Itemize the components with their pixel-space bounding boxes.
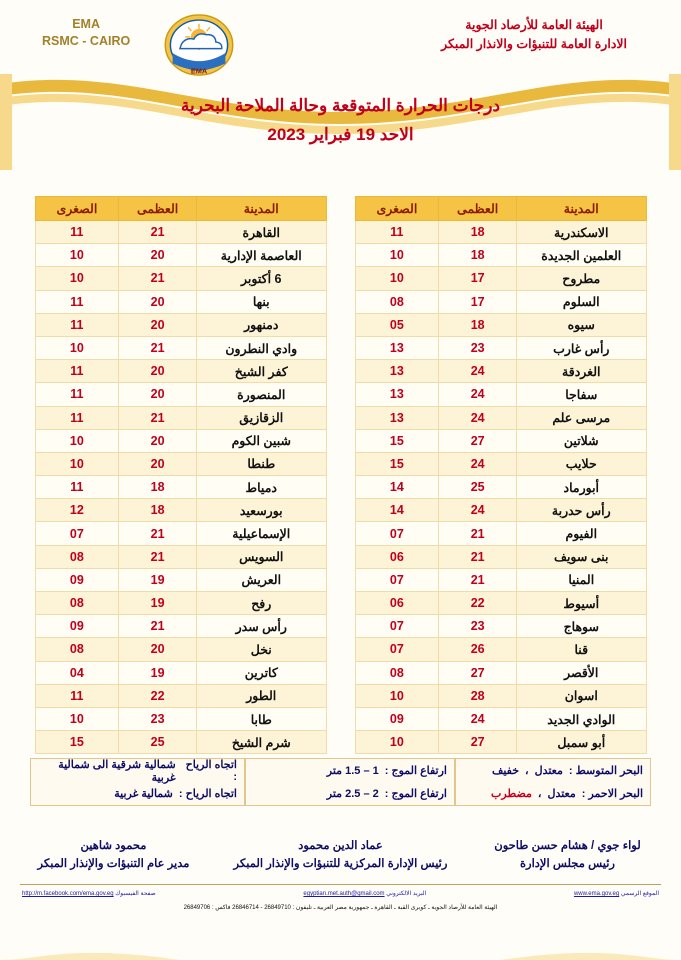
cell-min-temp: 13 bbox=[355, 336, 439, 359]
cell-max-temp: 18 bbox=[439, 221, 517, 244]
cell-min-temp: 11 bbox=[35, 406, 119, 429]
wave-row-redsea bbox=[246, 782, 454, 805]
footer-email-label: البريد الالكتروني bbox=[386, 891, 427, 897]
cell-max-temp: 21 bbox=[119, 221, 197, 244]
cell-city: طابا bbox=[197, 707, 326, 730]
cell-max-temp: 28 bbox=[439, 684, 517, 707]
cell-max-temp: 21 bbox=[439, 568, 517, 591]
cell-min-temp: 09 bbox=[35, 568, 119, 591]
sea-label-redsea: البحر الاحمر : bbox=[581, 788, 643, 800]
table-row bbox=[35, 383, 326, 406]
cell-min-temp: 10 bbox=[355, 244, 439, 267]
signature-block bbox=[0, 838, 681, 874]
sea-conditions bbox=[30, 758, 651, 806]
cell-max-temp: 18 bbox=[119, 499, 197, 522]
footer-site[interactable] bbox=[574, 890, 659, 897]
cell-max-temp: 21 bbox=[119, 545, 197, 568]
cell-city: 6 أكتوبر bbox=[197, 267, 326, 290]
header-city: المدينة bbox=[197, 197, 326, 221]
cell-max-temp: 20 bbox=[119, 452, 197, 475]
cell-max-temp: 20 bbox=[119, 360, 197, 383]
cell-max-temp: 20 bbox=[119, 429, 197, 452]
cell-min-temp: 09 bbox=[35, 615, 119, 638]
title-line-1: درجات الحرارة المتوقعة وحالة الملاحة البحرية bbox=[180, 96, 501, 115]
cell-min-temp: 08 bbox=[355, 661, 439, 684]
table-row bbox=[355, 452, 646, 475]
cell-min-temp: 11 bbox=[35, 290, 119, 313]
signature-2-title: رئيس الإدارة المركزية للتنبؤات والإنذار المبكر bbox=[233, 857, 448, 870]
cell-city: طنطا bbox=[197, 452, 326, 475]
table-row bbox=[35, 360, 326, 383]
table-row bbox=[35, 267, 326, 290]
corner-decoration-right bbox=[501, 900, 681, 960]
table-header-row bbox=[355, 197, 646, 221]
cell-city: أبورماد bbox=[517, 476, 646, 499]
table-row bbox=[355, 638, 646, 661]
cell-min-temp: 08 bbox=[355, 290, 439, 313]
sea-sep-1: ، bbox=[537, 788, 542, 800]
cell-max-temp: 23 bbox=[119, 707, 197, 730]
table-row bbox=[355, 568, 646, 591]
cell-city: نخل bbox=[197, 638, 326, 661]
cell-min-temp: 13 bbox=[355, 360, 439, 383]
cell-max-temp: 26 bbox=[439, 638, 517, 661]
forecast-tables bbox=[0, 196, 681, 754]
cell-city: الغردقة bbox=[517, 360, 646, 383]
cell-min-temp: 08 bbox=[35, 638, 119, 661]
cell-min-temp: 10 bbox=[35, 336, 119, 359]
cell-min-temp: 04 bbox=[35, 661, 119, 684]
cell-city: دمنهور bbox=[197, 313, 326, 336]
sea-sep-0: ، bbox=[525, 765, 529, 777]
table-row bbox=[35, 707, 326, 730]
sea-state-mediterranean: معتدل bbox=[534, 765, 563, 777]
cell-min-temp: 11 bbox=[355, 221, 439, 244]
cell-city: شبين الكوم bbox=[197, 429, 326, 452]
wave-row-mediterranean bbox=[246, 759, 454, 782]
cell-city: القاهرة bbox=[197, 221, 326, 244]
cell-min-temp: 07 bbox=[35, 522, 119, 545]
cell-min-temp: 12 bbox=[35, 499, 119, 522]
table-row bbox=[355, 661, 646, 684]
table-row bbox=[35, 313, 326, 336]
header-city: المدينة bbox=[517, 197, 646, 221]
cell-min-temp: 07 bbox=[355, 522, 439, 545]
cell-max-temp: 23 bbox=[439, 615, 517, 638]
cell-city: المنصورة bbox=[197, 383, 326, 406]
table-row bbox=[355, 522, 646, 545]
cell-max-temp: 21 bbox=[119, 336, 197, 359]
cell-city: الأقصر bbox=[517, 661, 646, 684]
cell-min-temp: 10 bbox=[35, 707, 119, 730]
sea-state-row-mediterranean bbox=[456, 759, 650, 782]
wind-direction-column bbox=[30, 758, 245, 806]
cell-city: الاسكندرية bbox=[517, 221, 646, 244]
cell-min-temp: 07 bbox=[355, 638, 439, 661]
signature-2-name: عماد الدين محمود bbox=[298, 840, 383, 852]
cell-min-temp: 15 bbox=[35, 731, 119, 754]
cell-max-temp: 19 bbox=[119, 592, 197, 615]
cell-min-temp: 11 bbox=[35, 476, 119, 499]
cell-city: رأس غارب bbox=[517, 336, 646, 359]
table-row bbox=[355, 313, 646, 336]
cell-min-temp: 06 bbox=[355, 545, 439, 568]
cell-min-temp: 09 bbox=[355, 707, 439, 730]
header-max: العظمى bbox=[439, 197, 517, 221]
cell-city: وادي النطرون bbox=[197, 336, 326, 359]
signature-3-title: رئيس مجلس الإدارة bbox=[520, 857, 615, 870]
wave-value-redsea: 2 – 2.5 متر bbox=[326, 788, 379, 800]
cell-city: بنها bbox=[197, 290, 326, 313]
cell-city: الطور bbox=[197, 684, 326, 707]
cell-city: مطروح bbox=[517, 267, 646, 290]
wave-height-column bbox=[245, 758, 455, 806]
table-row bbox=[355, 429, 646, 452]
header-min: الصغرى bbox=[35, 197, 119, 221]
table-row bbox=[35, 290, 326, 313]
table-row bbox=[355, 336, 646, 359]
cell-min-temp: 14 bbox=[355, 499, 439, 522]
sea-label-mediterranean: البحر المتوسط : bbox=[568, 765, 643, 777]
corner-decoration-left bbox=[0, 900, 180, 960]
cell-min-temp: 14 bbox=[355, 476, 439, 499]
logo-text: EMA bbox=[190, 66, 208, 76]
cell-max-temp: 19 bbox=[119, 568, 197, 591]
cell-city: شلاتين bbox=[517, 429, 646, 452]
sea-extra-mediterranean: خفيف bbox=[491, 765, 520, 777]
wind-label-mediterranean: اتجاه الرياح : bbox=[185, 759, 237, 783]
cell-max-temp: 25 bbox=[439, 476, 517, 499]
sea-state-redsea: مضطرب bbox=[491, 788, 532, 800]
table-row bbox=[355, 244, 646, 267]
table-row bbox=[35, 476, 326, 499]
table-row bbox=[35, 638, 326, 661]
table-row bbox=[35, 406, 326, 429]
header-rsmc-label: RSMC - CAIRO bbox=[42, 33, 131, 48]
cell-max-temp: 22 bbox=[439, 592, 517, 615]
wind-row-redsea bbox=[31, 782, 244, 805]
table-header-row bbox=[35, 197, 326, 221]
footer-address: الهيئة العامة للأرصاد الجوية ـ كوبرى القبة ـ القاهرة ـ جمهورية مصر العربية ـ تليفون : 26849710 - 26846714 فاكس : 26849706 bbox=[183, 905, 498, 911]
header-department-name: الادارة العامة للتنبؤات والانذار المبكر bbox=[441, 36, 627, 51]
table-row bbox=[355, 406, 646, 429]
table-row bbox=[355, 615, 646, 638]
cell-min-temp: 10 bbox=[355, 267, 439, 290]
cell-min-temp: 05 bbox=[355, 313, 439, 336]
footer-divider bbox=[20, 884, 661, 885]
cell-city: السلوم bbox=[517, 290, 646, 313]
cell-max-temp: 24 bbox=[439, 707, 517, 730]
wave-value-mediterranean: 1 – 1.5 متر bbox=[326, 765, 379, 777]
cell-max-temp: 21 bbox=[439, 522, 517, 545]
cell-max-temp: 17 bbox=[439, 290, 517, 313]
cell-city: أسيوط bbox=[517, 592, 646, 615]
table-row bbox=[35, 545, 326, 568]
cell-min-temp: 11 bbox=[35, 383, 119, 406]
header-min: الصغرى bbox=[355, 197, 439, 221]
cell-min-temp: 11 bbox=[35, 684, 119, 707]
footer-facebook-label: صفحة الفيسبوك bbox=[115, 891, 156, 897]
cell-min-temp: 15 bbox=[355, 452, 439, 475]
cell-max-temp: 18 bbox=[439, 244, 517, 267]
footer-site-link[interactable]: www.ema.gov.eg bbox=[573, 891, 620, 897]
wind-value-redsea: شمالية غربية bbox=[114, 788, 173, 800]
cell-city: الوادي الجديد bbox=[517, 707, 646, 730]
cell-city: اسوان bbox=[517, 684, 646, 707]
cell-city: المنيا bbox=[517, 568, 646, 591]
cell-city: سفاجا bbox=[517, 383, 646, 406]
table-row bbox=[355, 499, 646, 522]
cell-city: رفح bbox=[197, 592, 326, 615]
wind-value-mediterranean: شمالية شرقية الى شمالية غربية bbox=[58, 758, 176, 784]
cell-city: حلايب bbox=[517, 452, 646, 475]
header-authority-name: الهيئة العامة للأرصاد الجوية bbox=[465, 18, 603, 32]
cell-min-temp: 10 bbox=[35, 429, 119, 452]
table-row bbox=[355, 221, 646, 244]
cell-min-temp: 15 bbox=[355, 429, 439, 452]
signature-1-name: محمود شاهين bbox=[80, 840, 147, 852]
cell-max-temp: 18 bbox=[119, 476, 197, 499]
cell-city: الإسماعيلية bbox=[197, 522, 326, 545]
cell-max-temp: 20 bbox=[119, 244, 197, 267]
cell-min-temp: 10 bbox=[35, 452, 119, 475]
cell-city: قنا bbox=[517, 638, 646, 661]
cell-min-temp: 06 bbox=[355, 592, 439, 615]
header-max: العظمى bbox=[119, 197, 197, 221]
cell-city: كاترين bbox=[197, 661, 326, 684]
table-row bbox=[355, 731, 646, 754]
table-row bbox=[355, 383, 646, 406]
cell-city: دمياط bbox=[197, 476, 326, 499]
table-row bbox=[35, 336, 326, 359]
cell-max-temp: 20 bbox=[119, 290, 197, 313]
footer-facebook[interactable] bbox=[22, 890, 156, 897]
cell-city: الفيوم bbox=[517, 522, 646, 545]
signature-2 bbox=[228, 838, 453, 874]
cell-max-temp: 25 bbox=[119, 731, 197, 754]
sea-state-column bbox=[455, 758, 651, 806]
cell-max-temp: 21 bbox=[119, 615, 197, 638]
cell-max-temp: 24 bbox=[439, 360, 517, 383]
footer-links bbox=[0, 890, 681, 897]
cell-max-temp: 27 bbox=[439, 429, 517, 452]
footer-email[interactable] bbox=[303, 890, 426, 897]
table-row bbox=[35, 615, 326, 638]
wind-label-redsea: اتجاه الرياح : bbox=[178, 788, 237, 800]
cell-max-temp: 20 bbox=[119, 313, 197, 336]
header-left-block bbox=[14, 8, 130, 50]
wind-row-mediterranean bbox=[31, 759, 244, 782]
cell-max-temp: 21 bbox=[439, 545, 517, 568]
cell-city: سوهاج bbox=[517, 615, 646, 638]
cell-min-temp: 13 bbox=[355, 406, 439, 429]
table-row bbox=[35, 429, 326, 452]
cell-max-temp: 24 bbox=[439, 383, 517, 406]
cell-max-temp: 24 bbox=[439, 452, 517, 475]
cell-max-temp: 22 bbox=[119, 684, 197, 707]
cell-max-temp: 21 bbox=[119, 406, 197, 429]
cell-city: مرسى علم bbox=[517, 406, 646, 429]
wave-label-mediterranean: ارتفاع الموج : bbox=[384, 765, 447, 777]
table-row bbox=[355, 545, 646, 568]
cell-max-temp: 27 bbox=[439, 661, 517, 684]
cell-min-temp: 11 bbox=[35, 221, 119, 244]
cell-max-temp: 24 bbox=[439, 406, 517, 429]
table-row bbox=[35, 568, 326, 591]
cell-min-temp: 13 bbox=[355, 383, 439, 406]
table-row bbox=[35, 522, 326, 545]
table-row bbox=[355, 592, 646, 615]
cell-max-temp: 21 bbox=[119, 522, 197, 545]
cell-max-temp: 20 bbox=[119, 638, 197, 661]
table-row bbox=[35, 661, 326, 684]
cell-city: العريش bbox=[197, 568, 326, 591]
cell-max-temp: 18 bbox=[439, 313, 517, 336]
table-row bbox=[35, 731, 326, 754]
cell-min-temp: 07 bbox=[355, 615, 439, 638]
table-row bbox=[35, 684, 326, 707]
title-line-2: الاحد 19 فبراير 2023 bbox=[267, 125, 414, 144]
footer-facebook-link[interactable]: http://m.facebook.com/ema.gov.eg bbox=[22, 891, 114, 897]
cell-city: العاصمة الإدارية bbox=[197, 244, 326, 267]
signature-1-title: مدير عام التنبؤات والإنذار المبكر bbox=[37, 857, 190, 870]
table-row bbox=[35, 592, 326, 615]
cell-city: سيوه bbox=[517, 313, 646, 336]
table-row bbox=[35, 244, 326, 267]
table-row bbox=[35, 221, 326, 244]
ema-logo-icon bbox=[162, 12, 236, 78]
cell-min-temp: 10 bbox=[35, 267, 119, 290]
cell-city: العلمين الجديدة bbox=[517, 244, 646, 267]
cell-min-temp: 08 bbox=[35, 545, 119, 568]
cell-min-temp: 10 bbox=[355, 731, 439, 754]
page-title bbox=[0, 96, 681, 145]
cell-city: الزقازيق bbox=[197, 406, 326, 429]
cell-city: رأس حدربة bbox=[517, 499, 646, 522]
cell-max-temp: 27 bbox=[439, 731, 517, 754]
cell-city: رأس سدر bbox=[197, 615, 326, 638]
cell-max-temp: 24 bbox=[439, 499, 517, 522]
cell-city: شرم الشيخ bbox=[197, 731, 326, 754]
header-ema-label: EMA bbox=[72, 17, 100, 31]
table-row bbox=[355, 684, 646, 707]
cell-min-temp: 10 bbox=[355, 684, 439, 707]
cell-city: أبو سمبل bbox=[517, 731, 646, 754]
signature-3-name: لواء جوي / هشام حسن طاحون bbox=[494, 840, 641, 852]
footer-site-label: الموقع الرسمي bbox=[620, 891, 659, 897]
table-row bbox=[355, 476, 646, 499]
cell-max-temp: 20 bbox=[119, 383, 197, 406]
cell-min-temp: 11 bbox=[35, 313, 119, 336]
cell-city: بنى سويف bbox=[517, 545, 646, 568]
header-right-block bbox=[441, 8, 667, 54]
footer-email-link[interactable]: egyptian.met.auth@gmail.com bbox=[303, 891, 385, 897]
table-row bbox=[35, 499, 326, 522]
wave-label-redsea: ارتفاع الموج : bbox=[384, 788, 447, 800]
cell-max-temp: 19 bbox=[119, 661, 197, 684]
cell-city: السويس bbox=[197, 545, 326, 568]
cell-min-temp: 07 bbox=[355, 568, 439, 591]
cell-min-temp: 08 bbox=[35, 592, 119, 615]
sea-state-redsea-extra: معتدل bbox=[547, 788, 576, 800]
cell-city: بورسعيد bbox=[197, 499, 326, 522]
cell-max-temp: 17 bbox=[439, 267, 517, 290]
cell-min-temp: 10 bbox=[35, 244, 119, 267]
signature-3 bbox=[455, 838, 680, 874]
table-row bbox=[355, 360, 646, 383]
cell-max-temp: 23 bbox=[439, 336, 517, 359]
sea-state-row-redsea bbox=[456, 782, 650, 805]
table-row bbox=[355, 267, 646, 290]
forecast-table-right bbox=[35, 196, 327, 754]
table-row bbox=[355, 707, 646, 730]
cell-city: كفر الشيخ bbox=[197, 360, 326, 383]
forecast-table-left bbox=[355, 196, 647, 754]
cell-max-temp: 21 bbox=[119, 267, 197, 290]
table-row bbox=[355, 290, 646, 313]
signature-1 bbox=[1, 838, 226, 874]
table-row bbox=[35, 452, 326, 475]
cell-min-temp: 11 bbox=[35, 360, 119, 383]
